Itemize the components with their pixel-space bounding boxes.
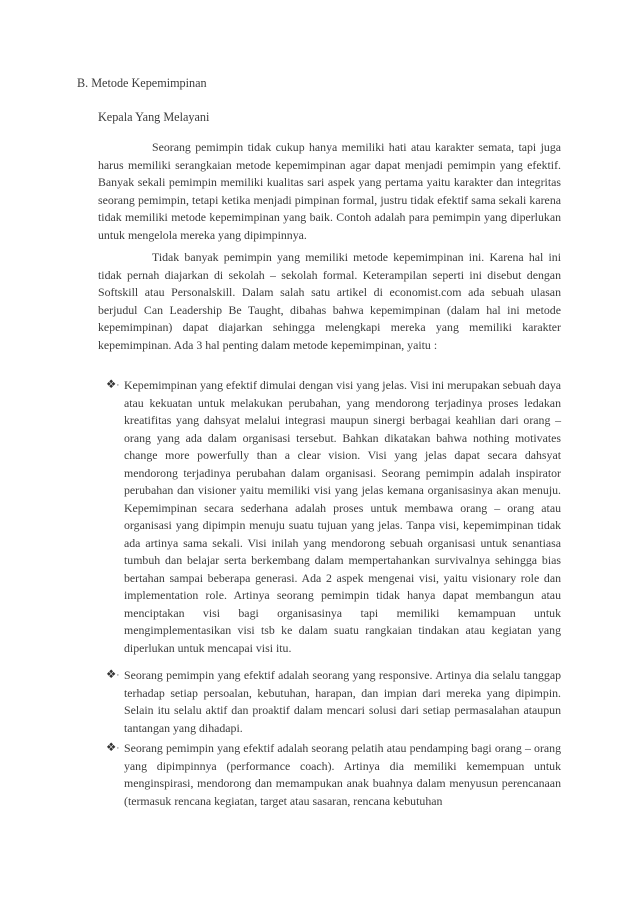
list-item-text: Kepemimpinan yang efektif dimulai dengan visi yang jelas. Visi ini merupakan sebuah daya atau kekuatan untuk melakukan perubahan, yang mendorong terjadinya proses ledakan kreatifitas yang dahsyat melalui integrasi maupun sinergi berbagai keahlian dari orang – orang yang ada dalam organisasi tersebut. Bahkan dikatakan bahwa nothing motivates change more powerfully than a clear vision. Visi yang jelas dapat secara dahsyat mendorong terjadinya perubahan dalam organisasi. Seorang pemimpin adalah inspirator perubahan dan visioner yaitu memiliki visi yang jelas kemana organisasinya akan menuju. Kepemimpinan secara sederhana adalah proses untuk membawa orang – orang atau organisasi yang dipimpin menuju suatu tujuan yang jelas. Tanpa visi, kepemimpinan tidak ada artinya sama sekali. Visi inilah yang mendorong sebuah organisasi untuk senantiasa tumbuh dan belajar serta berkembang dalam mempertahankan survivalnya sehingga bias bertahan sampai beberapa generasi. Ada 2 aspek mengenai visi, yaitu visionary role dan implementation role. Artinya seorang pemimpin tidak hanya dapat membangun atau menciptakan visi bagi organisasinya tapi memiliki kemampuan untuk mengimplementasikan visi tsb ke dalam suatu rangkaian tindakan atau kegiatan yang diperlukan untuk mencapai visi itu. [124, 378, 561, 655]
list-item-text: Seorang pemimpin yang efektif adalah seorang yang responsive. Artinya dia selalu tanggap terhadap setiap persoalan, kebutuhan, harapan, dan impian dari mereka yang dipimpin. Selain itu selalu aktif dan proaktif dalam mencari solusi dari setiap permasalahan ataupun tantangan yang dihadapi. [124, 668, 561, 735]
diamond-bullet-icon: ❖· [106, 379, 120, 391]
paragraph-2 [98, 249, 561, 354]
paragraph-1 [98, 139, 561, 244]
list-item [106, 377, 561, 657]
list-item [106, 667, 561, 737]
diamond-bullet-icon: ❖· [106, 669, 120, 681]
paragraph-text: Tidak banyak pemimpin yang memiliki metode kepemimpinan ini. Karena hal ini tidak pernah diajarkan di sekolah – sekolah formal. Keterampilan seperti ini disebut dengan Softskill atau Personalskill. Dalam salah satu artikel di economist.com ada sebuah ulasan berjudul Can Leadership Be Taught, dibahas bahwa kepemimpinan (dalam hal ini metode kepemimpinan) dapat diajarkan sehingga melengkapi mereka yang memiliki karakter kepemimpinan. Ada 3 hal penting dalam metode kepemimpinan, yaitu : [98, 250, 561, 352]
section-heading: B. Metode Kepemimpinan [77, 76, 207, 90]
diamond-bullet-icon: ❖· [106, 742, 120, 754]
list-item-text: Seorang pemimpin yang efektif adalah seorang pelatih atau pendamping bagi orang – orang yang dipimpinnya (performance coach). Artinya dia memiliki kemempuan untuk menginspirasi, mendorong dan memampukan anak buahnya dalam menyusun perencanaan (termasuk rencana kegiatan, target atau sasaran, rencana kebutuhan [124, 741, 561, 808]
paragraph-text: Seorang pemimpin tidak cukup hanya memiliki hati atau karakter semata, tapi juga harus memiliki serangkaian metode kepemimpinan agar dapat menjadi pemimpin yang efektif. Banyak sekali pemimpin memiliki kualitas sari aspek yang pertama yaitu karakter dan integritas seorang pemimpin, tetapi ketika menjadi pimpinan formal, justru tidak efektif sama sekali karena tidak memiliki metode kepemimpinan yang baik. Contoh adalah para pemimpin yang diperlukan untuk mengelola mereka yang dipimpinnya. [98, 140, 561, 242]
list-item [106, 740, 561, 810]
subsection-heading: Kepala Yang Melayani [98, 110, 210, 124]
